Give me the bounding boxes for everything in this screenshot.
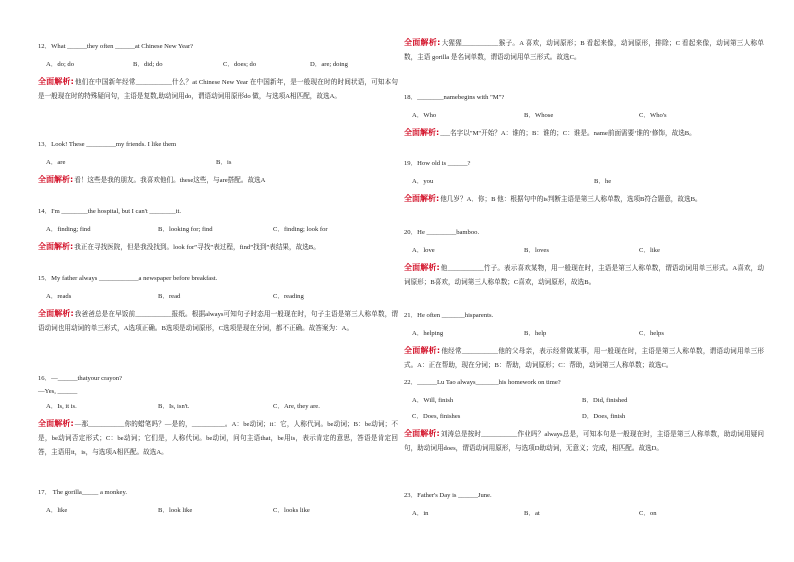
analysis-label: 全面解析:: [38, 77, 74, 86]
option-c: C．does; do: [223, 61, 257, 68]
analysis-text: 我爸爸总是在早饭前___________报纸。根据always可知句子时态用一般现在时，句子主语是第三人称单数，谓语动词也用动词的单三形式，A选项正确。B选项是动词原形，C选项是现在分词，都不正确。故答案为：A。: [38, 311, 399, 332]
option-c: C．Are, they are.: [273, 403, 320, 410]
question-stem: 22．______Lu Tao always_______his homework on time?: [404, 379, 561, 386]
analysis-text: 他们在中国新年经常___________什么？at Chinese New Year 在中国新年，是一般现在时的时间状语，可知本句是一般现在时的特殊疑问句，主语是复数,助动词用do，谓语动词用原形do 做，与选项A相匹配，故选A。: [38, 79, 398, 100]
option-b: B．help: [524, 330, 547, 337]
question-17-analysis: [404, 36, 764, 65]
option-a: A．Will, finish: [412, 397, 454, 404]
analysis: [38, 173, 398, 188]
analysis: [38, 75, 398, 104]
options-row: [38, 506, 398, 515]
question-18: [404, 93, 764, 141]
option-c: C．helps: [639, 330, 664, 337]
options-row: [38, 402, 398, 411]
analysis-label: 全面解析:: [38, 175, 74, 184]
question-stem: 21．He often _______hisparents.: [404, 312, 494, 319]
analysis: [404, 192, 764, 207]
question-stem-reply: —Yes, ______: [38, 388, 78, 395]
analysis-text: 大猩猩___________猴子。A 喜欢，动词原形；B 看起来像，动词原形，排除；C 看起来像，动词第三人称单数，主语 gorilla 是名词单数，谓语动词用单三形式。故选C。: [404, 40, 765, 61]
question-20: [404, 228, 764, 290]
question-15: [38, 274, 398, 336]
analysis-label: 全面解析:: [404, 128, 440, 137]
option-c: C．Who's: [639, 112, 667, 119]
question-stem: 16．—______thatyour crayon?: [38, 375, 123, 382]
analysis: [404, 36, 764, 65]
question-14: [38, 207, 398, 255]
options-row: [404, 396, 764, 405]
option-b: B．read: [158, 293, 181, 300]
option-c: C．on: [639, 510, 657, 517]
option-c: C．Does, finishes: [412, 413, 461, 420]
option-d: D．are; doing: [310, 61, 348, 68]
question-17: [38, 488, 398, 515]
option-c: C．looks like: [273, 507, 310, 514]
analysis: [38, 307, 398, 336]
options-row: [404, 329, 764, 338]
option-a: A．Who: [412, 112, 437, 119]
question-stem: 20．He _________bamboo.: [404, 229, 480, 236]
question-12: [38, 42, 398, 104]
analysis: [404, 126, 764, 141]
question-19: [404, 159, 764, 207]
analysis: [38, 417, 398, 460]
analysis-text: 看！这些是我的朋友。我喜欢他们。these这些，与are搭配。故选A: [74, 177, 266, 184]
analysis: [404, 344, 764, 373]
analysis-text: 他几岁？A．你；B 他：根据句中的is判断主语是第三人称单数，选项B符合题意，故选B。: [440, 196, 702, 203]
question-stem: 14．I'm ________the hospital, but I can't ________it.: [38, 208, 182, 215]
question-stem: 17． The gorilla_____ a monkey.: [38, 489, 127, 496]
option-a: A．reads: [46, 293, 72, 300]
analysis-label: 全面解析:: [38, 309, 74, 318]
options-row: [404, 177, 764, 186]
analysis: [38, 240, 398, 255]
option-c: C．reading: [273, 293, 304, 300]
option-a: A．Is, it is.: [46, 403, 77, 410]
question-21: [404, 311, 764, 373]
option-b: B．look like: [158, 507, 193, 514]
option-b: B．loves: [524, 247, 549, 254]
analysis-text: 他___________竹子。表示喜欢某物，用一般现在时，主语是第三人称单数，谓语动词用单三形式。A喜欢，动词原形；B喜欢，动词第三人称单数；C喜欢，动词原形，故选B。: [404, 265, 764, 286]
question-22: [404, 378, 764, 456]
option-b: B．is: [216, 159, 232, 166]
option-b: B．at: [524, 510, 540, 517]
question-stem: 23．Father's Day is ______June.: [404, 492, 492, 499]
question-16: [38, 374, 398, 460]
analysis: [404, 427, 764, 456]
analysis-label: 全面解析:: [38, 242, 74, 251]
option-b: B．he: [594, 178, 612, 185]
option-a: A．you: [412, 178, 434, 185]
question-stem: 13．Look! These _________my friends. I like them: [38, 141, 177, 148]
option-a: A．are: [46, 159, 66, 166]
option-b: B．Whose: [524, 112, 554, 119]
analysis-label: 全面解析:: [404, 194, 440, 203]
analysis-label: 全面解析:: [38, 419, 74, 428]
option-a: A．finding; find: [46, 226, 91, 233]
option-c: C．finding; look for: [273, 226, 328, 233]
analysis-label: 全面解析:: [404, 429, 440, 438]
option-a: A．in: [412, 510, 429, 517]
analysis-label: 全面解析:: [404, 263, 440, 272]
question-stem: 15．My father always ____________a newspaper before breakfast.: [38, 275, 218, 282]
option-c: C．like: [639, 247, 660, 254]
question-stem: 12．What ______they often ______at Chinese New Year?: [38, 43, 194, 50]
option-a: A．helping: [412, 330, 444, 337]
option-b: B．did; do: [133, 61, 163, 68]
options-row: [38, 60, 398, 69]
option-a: A．like: [46, 507, 68, 514]
analysis-label: 全面解析:: [404, 346, 441, 355]
options-row: [404, 509, 764, 518]
question-stem: 19．How old is ______?: [404, 160, 471, 167]
options-row: [38, 292, 398, 301]
option-b: B．Is, isn't.: [158, 403, 190, 410]
analysis: [404, 261, 764, 290]
analysis-text: 刘涛总是按时___________作业吗？always总是，可知本句是一般现在时，主语是第三人称单数，助动词用疑问句，助动词用does，谓语动词用原形，与选项D助动词，无意义；完成，相匹配。故选D。: [404, 431, 765, 452]
analysis-text: 他经常___________他的父母亲，表示经常做某事，用一般现在时，主语是第三人称单数，谓语动词用单三形式。A：正在帮助，现在分词；B：帮助，动词原形；C：帮助，动词第三人称单数；故选C。: [404, 348, 765, 369]
options-row: [38, 225, 398, 234]
question-stem: 18．________namebegins with "M"?: [404, 94, 505, 101]
option-a: A．love: [412, 247, 435, 254]
analysis-text: —那___________你的蜡笔吗？—是的，__________。A：be动词；it：它，人称代词。be动词；B：be动词；不是，be动词否定形式；C：be动词；它们是，人称代词。be动词，问句主语that，be用is，表示肯定的意思，答语是肯定回答，主语用it，is，与选项A相匹配。故选A。: [38, 421, 399, 456]
options-row: [404, 246, 764, 255]
options-row: [404, 111, 764, 120]
analysis-text: 我正在寻找医院，但是我没找到。look for”寻找”表过程，find”找到”表结果，故选B。: [74, 244, 320, 251]
option-a: A．do; do: [46, 61, 75, 68]
analysis-label: 全面解析:: [404, 38, 441, 47]
option-b: B．looking for; find: [158, 226, 213, 233]
options-row: [38, 158, 398, 167]
question-13: [38, 140, 398, 188]
question-23: [404, 491, 764, 518]
options-row-2: [404, 412, 764, 421]
option-b: B．Did, finished: [582, 397, 628, 404]
analysis-text: ___名字以"M"开始？A：谁的；B：谁的；C：谁是。name前面需要‘谁的’修饰，故选B。: [440, 130, 696, 137]
option-d: D．Does, finish: [582, 413, 626, 420]
